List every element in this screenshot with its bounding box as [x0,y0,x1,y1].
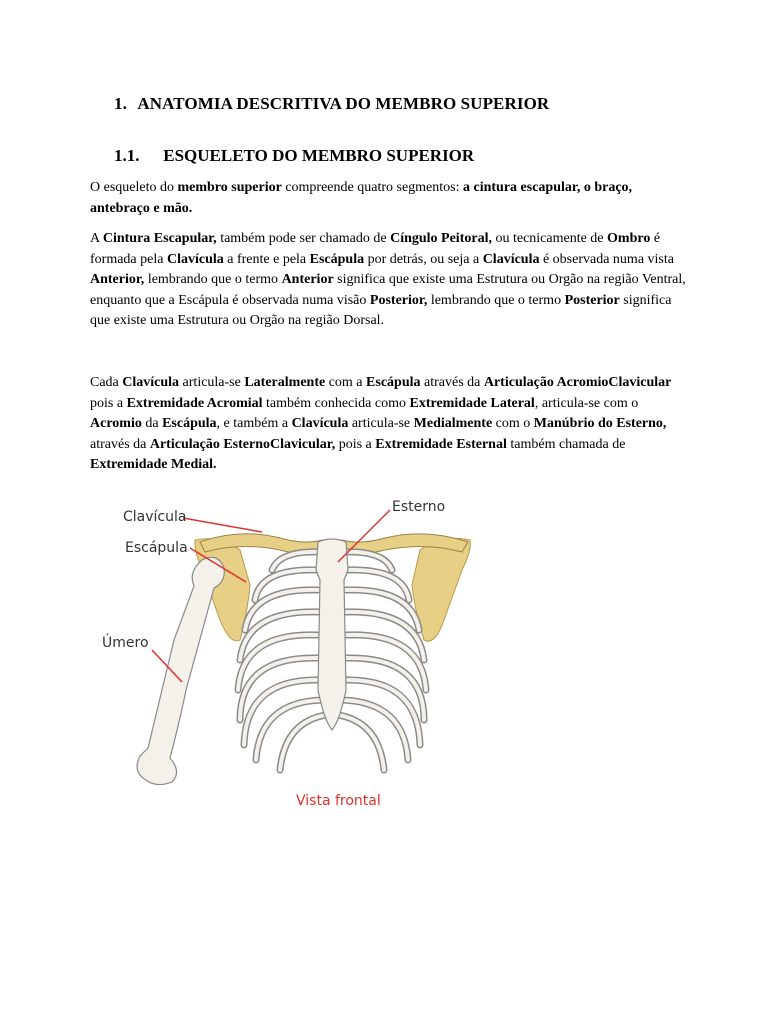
text-run: O esqueleto do [90,180,178,195]
bold-term: Articulação AcromioClavicular [483,375,672,390]
bold-term: Escápula [162,416,217,431]
text-run: lembrando que o termo [427,292,565,308]
subsection-heading [114,146,474,166]
bold-term: membro superior [177,180,282,195]
text-run: por detrás, ou seja a [364,251,483,267]
text-run: ou tecnicamente de [491,231,608,246]
paragraph-cintura-escapular [90,229,690,332]
bold-term: Posterior, [369,292,428,308]
text-run: compreende quatro segmentos: [281,180,463,195]
text-run: é observada numa vista [539,251,674,267]
bold-term: Anterior [281,272,334,287]
bold-term: a cintura escapular, o braço, antebraço e mão. [90,180,633,216]
bold-term: Clavícula [122,375,180,390]
text-run: também pode ser chamado de [216,231,391,246]
bold-term: Lateralmente [244,375,326,390]
text-run: articula-se [179,375,245,390]
bold-term: Extremidade Medial. [90,457,217,472]
text-run: com a [325,375,367,390]
text-run: significa que existe uma Estrutura ou Orgão na região Ventral, enquanto que a Escápula é observada numa visão [90,272,686,308]
text-run: lembrando que o termo [144,272,282,287]
figure-caption: Vista frontal [296,793,381,809]
bold-term: Clavícula [166,251,224,267]
bold-term: Cíngulo Peitoral, [390,231,492,246]
label-escapula: Escápula [125,540,188,556]
bold-term: Manúbrio do Esterno, [533,416,667,431]
subsection-number: 1.1. [114,146,140,165]
text-run: através da [90,436,150,452]
sternum [316,539,348,730]
bold-term: Extremidade Esternal [375,436,507,452]
bold-term: Escápula [366,375,421,390]
text-run: também chamada de [506,436,626,452]
label-umero: Úmero [102,635,149,651]
paragraph-articulacoes [90,373,690,476]
subsection-title: ESQUELETO DO MEMBRO SUPERIOR [163,146,475,165]
bold-term: Anterior, [90,272,145,287]
bold-term: Escápula [309,251,365,267]
bold-term: Cintura Escapular, [102,231,217,246]
text-run: pois a [90,395,127,411]
bold-term: Articulação EsternoClavicular, [149,436,336,452]
paragraph-intro [90,178,690,219]
bold-term: Acromio [90,416,142,431]
text-run: é formada pela [90,231,661,267]
bold-term: Extremidade Acromial [126,395,263,411]
text-run: , articula-se com o [534,395,639,411]
text-run: também conhecida como [262,395,410,411]
section-title: ANATOMIA DESCRITIVA DO MEMBRO SUPERIOR [137,94,550,113]
text-run: , e também a [216,416,292,431]
text-run: articula-se [348,416,414,431]
text-run: A [90,231,103,246]
skeleton-figure [90,490,490,820]
bold-term: Ombro [607,231,651,246]
bold-term: Clavícula [291,416,349,431]
text-run: pois a [335,436,376,452]
text-run: a frente e pela [223,251,310,267]
text-run: com o [492,416,534,431]
text-run: significa que existe uma Estrutura ou Orgão na região Dorsal. [90,292,672,328]
section-number: 1. [114,94,127,113]
bold-term: Extremidade Lateral [409,395,535,411]
text-run: através da [420,375,484,390]
text-run: Cada [90,375,123,390]
humerus [137,557,224,784]
bold-term: Clavícula [482,251,540,267]
bold-term: Posterior [564,292,620,308]
pointer-clavicula [183,518,262,532]
label-clavicula: Clavícula [123,509,187,525]
bold-term: Medialmente [413,416,493,431]
label-esterno: Esterno [392,499,446,515]
text-run: da [141,416,163,431]
section-heading [114,94,549,114]
